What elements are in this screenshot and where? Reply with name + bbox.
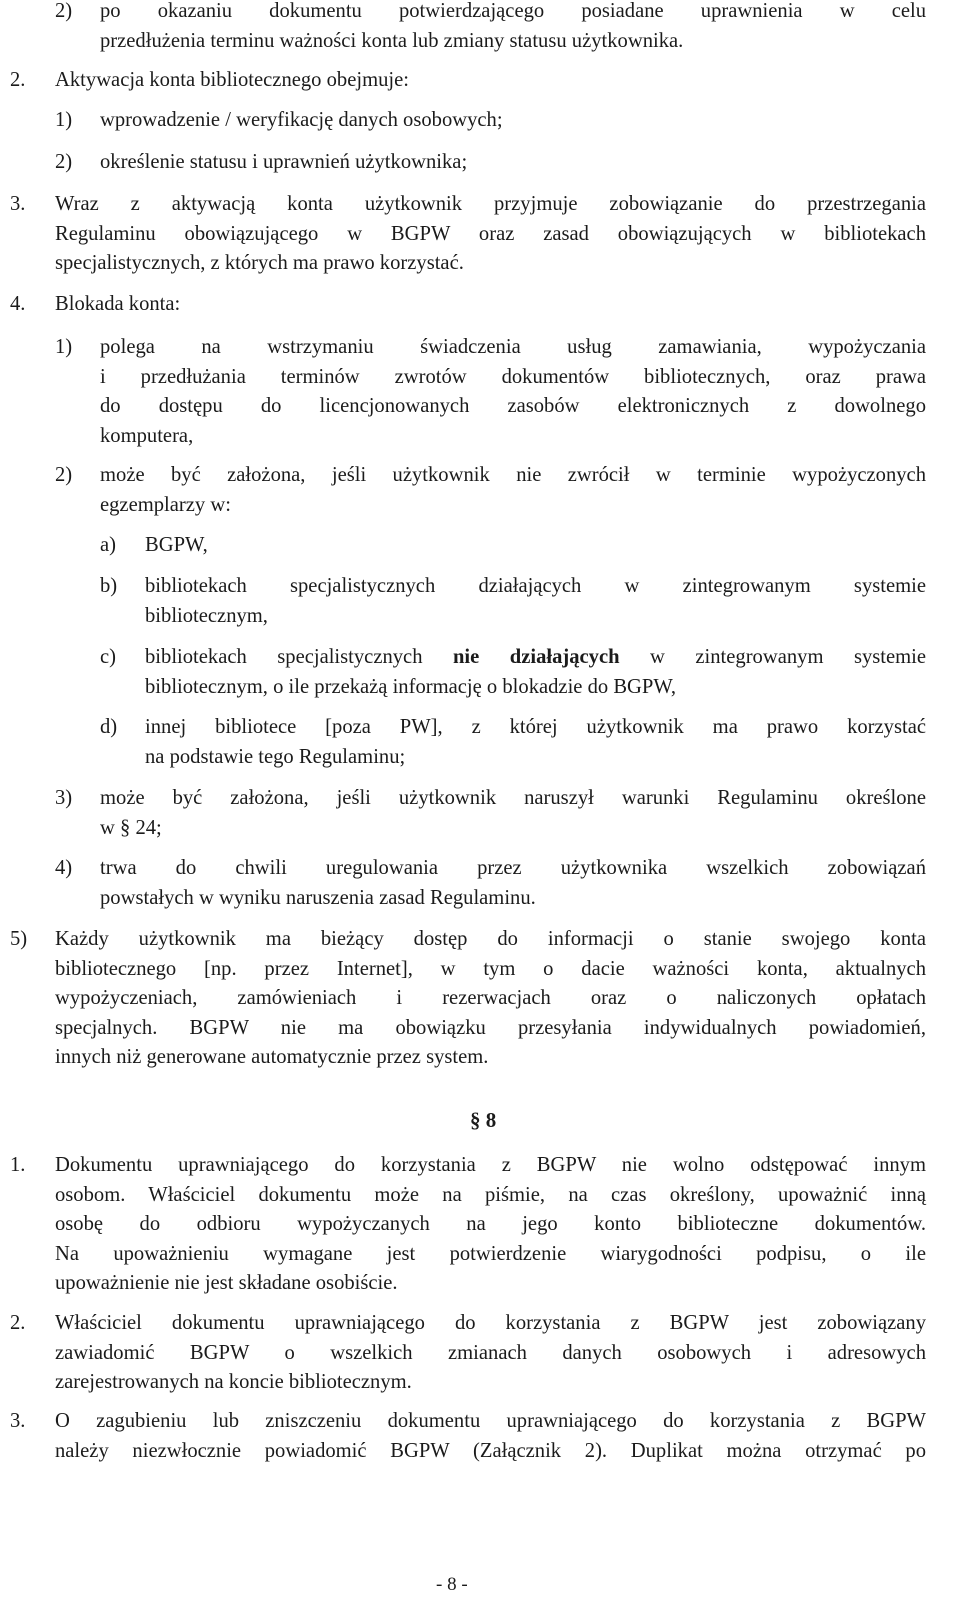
list-item-text: [145, 713, 926, 772]
text-line: [145, 643, 926, 673]
text-line: innych niż generowane automatycznie przez system.: [55, 1046, 489, 1069]
list-item-text: [100, 333, 926, 451]
text-line: Regulaminu obowiązującego w BGPW oraz zasad obowiązujących w bibliotekach: [55, 222, 926, 245]
text-line: bibliotecznym,: [145, 604, 268, 627]
text-line: O zagubieniu lub zniszczeniu dokumentu uprawniającego do korzystania z BGPW: [55, 1410, 926, 1432]
list-item-text: [100, 461, 926, 520]
paragraph-number: 3.: [10, 1410, 26, 1432]
text-line: osobom. Właściciel dokumentu może na piśmie, na czas określony, upoważnić inną: [55, 1183, 926, 1206]
list-number: 2): [55, 0, 73, 22]
text-line: bibliotekach specjalistycznych działających w zintegrowanym systemie: [145, 575, 926, 597]
paragraph-text: [55, 1309, 926, 1398]
paragraph-text: [55, 1151, 926, 1299]
list-item-text: [100, 0, 926, 56]
paragraph-number: 2.: [10, 1312, 26, 1334]
text-line: zawiadomić BGPW o wszelkich zmianach danych osobowych i adresowych: [55, 1341, 926, 1364]
text-line: komputera,: [100, 424, 194, 447]
text-line: Na upoważnieniu wymagane jest potwierdzenie wiarygodności podpisu, o ile: [55, 1242, 926, 1265]
text-line: specjalistycznych, z których ma prawo korzystać.: [55, 252, 464, 275]
paragraph-number: 5): [10, 928, 28, 950]
paragraph-title: Blokada konta:: [55, 293, 181, 315]
paragraph-text: [55, 190, 926, 279]
list-letter: d): [100, 716, 118, 738]
page-number: - 8 -: [436, 1574, 468, 1595]
list-letter: b): [100, 575, 118, 597]
text-line: po okazaniu dokumentu potwierdzającego posiadane uprawnienia w celu: [100, 0, 926, 22]
paragraph-text: [55, 925, 926, 1073]
list-item-text: wprowadzenie / weryfikację danych osobowych;: [100, 109, 503, 131]
text-line: Dokumentu uprawniającego do korzystania z BGPW nie wolno odstępować innym: [55, 1154, 926, 1176]
text-line: bibliotecznym, o ile przekażą informację o blokadzie do BGPW,: [145, 675, 677, 698]
text-line: Wraz z aktywacją konta użytkownik przyjmuje zobowiązanie do przestrzegania: [55, 193, 926, 215]
text-line: do dostępu do licencjonowanych zasobów elektronicznych z dowolnego: [100, 395, 926, 418]
list-item-text: określenie statusu i uprawnień użytkownika;: [100, 151, 468, 173]
paragraph-number: 4.: [10, 293, 26, 315]
paragraph-text: [55, 1407, 926, 1466]
text-line: upoważnienie nie jest składane osobiście.: [55, 1272, 398, 1295]
text-line: wypożyczeniach, zamówieniach i rezerwacjach oraz o naliczonych opłatach: [55, 987, 926, 1010]
list-number: 1): [55, 336, 73, 358]
text-line: należy niezwłocznie powiadomić BGPW (Załącznik 2). Duplikat można otrzymać po: [55, 1439, 926, 1462]
text-line: i przedłużania terminów zwrotów dokumentów bibliotecznych, oraz prawa: [100, 365, 926, 388]
text-line: innej bibliotece [poza PW], z której użytkownik ma prawo korzystać: [145, 716, 926, 738]
text-line: może być założona, jeśli użytkownik nie zwrócił w terminie wypożyczonych: [100, 464, 926, 486]
list-number: 1): [55, 109, 73, 131]
list-item-text: [145, 572, 926, 631]
section-heading: § 8: [470, 1108, 497, 1132]
text-run: w zintegrowanym systemie: [619, 646, 927, 668]
paragraph-title: Aktywacja konta bibliotecznego obejmuje:: [55, 69, 409, 91]
paragraph-number: 3.: [10, 193, 26, 215]
bold-text: nie działających: [452, 646, 620, 668]
text-line: zarejestrowanych na koncie bibliotecznym.: [55, 1371, 412, 1394]
list-number: 4): [55, 857, 73, 879]
list-number: 3): [55, 787, 73, 809]
text-line: bibliotecznego [np. przez Internet], w tym o dacie ważności konta, aktualnych: [55, 957, 926, 980]
list-item-text: [145, 643, 926, 702]
paragraph-number: 1.: [10, 1154, 26, 1176]
text-line: na podstawie tego Regulaminu;: [145, 745, 406, 768]
text-line: specjalnych. BGPW nie ma obowiązku przesyłania indywidualnych powiadomień,: [55, 1016, 926, 1039]
text-line: trwa do chwili uregulowania przez użytkownika wszelkich zobowiązań: [100, 857, 926, 879]
text-line: osobę do odbioru wypożyczanych na jego konto biblioteczne dokumentów.: [55, 1213, 926, 1236]
text-line: w § 24;: [100, 816, 162, 839]
paragraph-number: 2.: [10, 69, 26, 91]
list-number: 2): [55, 464, 73, 486]
list-item-text: [100, 784, 926, 843]
list-letter: a): [100, 534, 116, 556]
text-line: powstałych w wyniku naruszenia zasad Regulaminu.: [100, 886, 536, 909]
list-item-text: BGPW,: [145, 534, 208, 556]
text-line: może być założona, jeśli użytkownik naruszył warunki Regulaminu określone: [100, 787, 926, 809]
text-line: egzemplarzy w:: [100, 493, 231, 516]
list-item-text: [100, 854, 926, 913]
text-line: Właściciel dokumentu uprawniającego do korzystania z BGPW jest zobowiązany: [55, 1312, 926, 1334]
text-line: polega na wstrzymaniu świadczenia usług zamawiania, wypożyczania: [100, 336, 926, 358]
text-line: przedłużenia terminu ważności konta lub zmiany statusu użytkownika.: [100, 29, 684, 52]
list-number: 2): [55, 151, 73, 173]
text-line: Każdy użytkownik ma bieżący dostęp do informacji o stanie swojego konta: [55, 928, 926, 950]
list-letter: c): [100, 646, 116, 668]
text-run: bibliotekach specjalistycznych: [145, 646, 453, 668]
